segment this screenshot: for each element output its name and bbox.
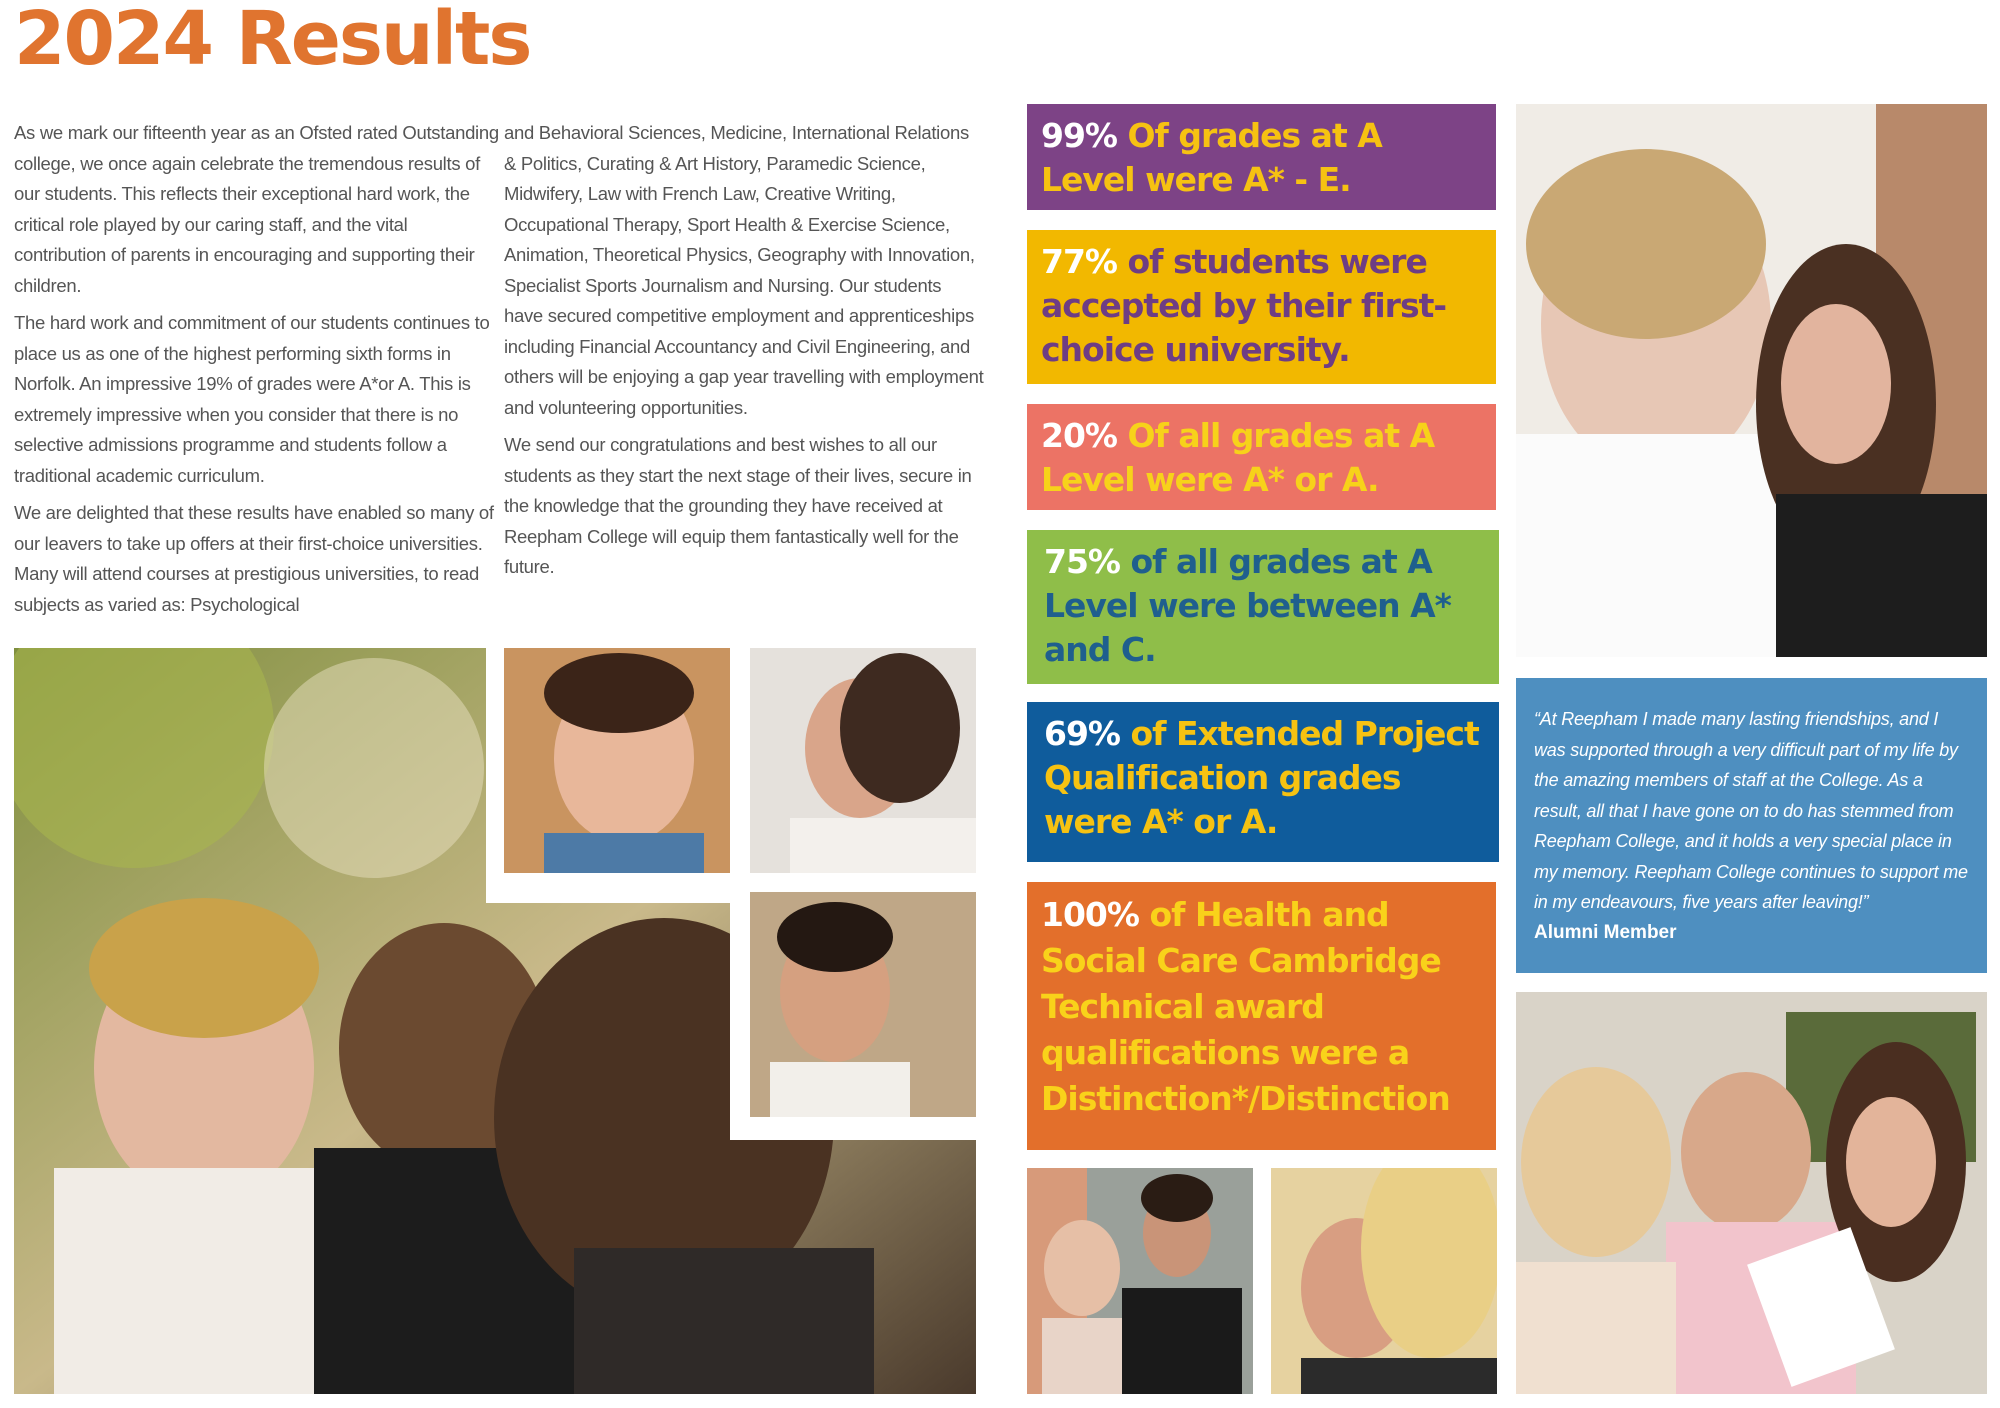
- stat-box: [1027, 530, 1499, 684]
- photo-family-reading-results: [1516, 992, 1987, 1394]
- stat-percent: 75%: [1044, 542, 1120, 581]
- paragraph: We send our congratulations and best wishes to all our students as they start the next stage of their lives, secure in the knowledge that the grounding they have received at Reepham College will equip them fantastically well for the future.: [504, 434, 972, 577]
- stat-text: of all grades at A Level were between A* and C.: [1044, 542, 1451, 669]
- body-column-1: [14, 118, 499, 627]
- stat-box: [1027, 882, 1496, 1150]
- stat-text: Of grades at A Level were A* - E.: [1041, 116, 1382, 199]
- stat-box: [1027, 230, 1496, 384]
- student-photo-boy-smiling: [504, 648, 730, 873]
- alumni-quote: [1516, 678, 1987, 973]
- page-title: 2024 Results: [14, 0, 531, 82]
- student-photo-boy-happy: [750, 892, 976, 1117]
- stat-box: [1027, 404, 1496, 510]
- stat-box: [1027, 104, 1496, 210]
- stat-percent: 100%: [1041, 895, 1139, 934]
- paragraph: The hard work and commitment of our students continues to place us as one of the highest performing sixth forms in Norfolk. An impressive 19% of grades were A*or A. This is extremely impressive when you consider that there is no selective admissions programme and students follow a traditional academic curriculum.: [14, 312, 490, 486]
- stat-percent: 99%: [1041, 116, 1117, 155]
- stat-text: of students were accepted by their first-choice university.: [1041, 242, 1447, 369]
- paragraph: We are delighted that these results have enabled so many of our leavers to take up offers at their first-choice universities. Many will attend courses at prestigious universities, to read subjects as varied as: Psychological: [14, 502, 494, 615]
- stat-box: [1027, 702, 1499, 862]
- student-photo-girl-laughing: [750, 648, 976, 873]
- paragraph: and Behavioral Sciences, Medicine, International Relations & Politics, Curating & Art History, Paramedic Science, Midwifery, Law with French Law, Creative Writing, Occupational Therapy, Sport Health & Exercise Science, Animation, Theoretical Physics, Geography with Innovation, Specialist Sports Journalism and Nursing. Our students have secured competitive employment and apprenticeships including Financial Accountancy and Civil Engineering, and others will be enjoying a gap year travelling with employment and volunteering opportunities.: [504, 122, 984, 418]
- quote-author: Alumni Member: [1534, 921, 1677, 943]
- quote-text: “At Reepham I made many lasting friendships, and I was supported through a very difficult part of my life by the amazing members of staff at the College. As a result, all that I have gone on to do has stemmed from Reepham College, and it holds a very special place in my memory. Reepham College continues to support me in my endeavours, five years after leaving!”: [1534, 709, 1968, 912]
- stat-text: of Health and Social Care Cambridge Technical award qualifications were a Distinction*/Distinction: [1041, 895, 1450, 1118]
- photo-two-girls: [1271, 1168, 1497, 1394]
- stat-percent: 20%: [1041, 416, 1117, 455]
- paragraph: As we mark our fifteenth year as an Ofsted rated Outstanding college, we once again celebrate the tremendous results of our students. This reflects their exceptional hard work, the critical role played by our caring staff, and the vital contribution of parents in encouraging and supporting their children.: [14, 122, 499, 296]
- body-column-2: [504, 118, 984, 590]
- stat-percent: 69%: [1044, 714, 1120, 753]
- stat-text: Of all grades at A Level were A* or A.: [1041, 416, 1435, 499]
- stat-text: of Extended Project Qualification grades were A* or A.: [1044, 714, 1479, 841]
- stat-percent: 77%: [1041, 242, 1117, 281]
- photo-mother-and-daughter: [1516, 104, 1987, 657]
- photo-mother-and-son: [1027, 1168, 1253, 1394]
